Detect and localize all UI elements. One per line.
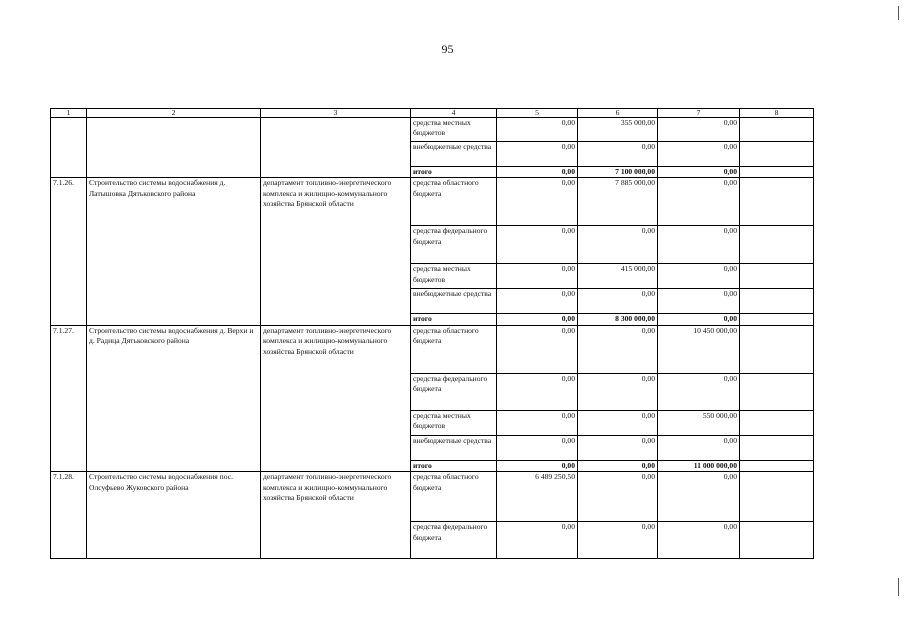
item-executor: департамент топливно-энергетического комплекса и жилищно-коммунального хозяйства Брянской области [261,472,411,559]
funding-source: средства областного бюджета [411,178,497,226]
value-col8 [740,289,814,314]
item-executor: департамент топливно-энергетического комплекса и жилищно-коммунального хозяйства Брянской области [261,178,411,325]
value-col8 [740,460,814,471]
value-col5: 0,00 [497,178,578,226]
value-col7: 11 000 000,00 [658,460,740,471]
header-cell: 8 [740,109,814,118]
value-col7: 0,00 [658,178,740,226]
funding-source: средства местных бюджетов [411,118,497,142]
funding-source: внебюджетные средства [411,435,497,460]
value-col8 [740,314,814,325]
value-col7: 550 000,00 [658,410,740,435]
item-code: 7.1.26. [51,178,87,325]
value-col8 [740,522,814,559]
header-cell: 1 [51,109,87,118]
value-col8 [740,410,814,435]
value-col6: 0,00 [578,325,658,373]
value-col5: 0,00 [497,289,578,314]
value-col6: 0,00 [578,472,658,522]
value-col7: 0,00 [658,264,740,289]
code-cell [51,118,87,178]
value-col7: 0,00 [658,118,740,142]
value-col7: 0,00 [658,314,740,325]
item-executor: департамент топливно-энергетического комплекса и жилищно-коммунального хозяйства Брянской области [261,325,411,471]
item-code: 7.1.27. [51,325,87,471]
value-col5: 0,00 [497,226,578,264]
value-col6: 0,00 [578,410,658,435]
value-col5: 0,00 [497,410,578,435]
item-name: Строительство системы водоснабжения д. Латышовка Дятьковского района [87,178,261,325]
value-col5: 0,00 [497,373,578,410]
header-cell: 3 [261,109,411,118]
value-col5: 0,00 [497,118,578,142]
header-cell: 6 [578,109,658,118]
value-col6: 0,00 [578,226,658,264]
value-col7: 0,00 [658,167,740,178]
funding-source: средства федерального бюджета [411,226,497,264]
value-col8 [740,118,814,142]
funding-source: внебюджетные средства [411,142,497,167]
executor-cell [261,118,411,178]
value-col7: 0,00 [658,373,740,410]
value-col8 [740,226,814,264]
total-label: итого [411,460,497,471]
value-col7: 0,00 [658,522,740,559]
value-col8 [740,264,814,289]
value-col8 [740,178,814,226]
value-col7: 0,00 [658,142,740,167]
scan-edge-mark [898,578,899,596]
header-cell: 4 [411,109,497,118]
value-col5: 0,00 [497,264,578,289]
table-row [51,325,814,373]
value-col6: 8 300 000,00 [578,314,658,325]
value-col6: 0,00 [578,435,658,460]
value-col5: 0,00 [497,325,578,373]
funding-source: средства федерального бюджета [411,522,497,559]
funding-source: средства областного бюджета [411,472,497,522]
budget-table [50,108,814,559]
value-col8 [740,167,814,178]
value-col6: 415 000,00 [578,264,658,289]
total-label: итого [411,167,497,178]
item-name: Строительство системы водоснабжения д. Верхи и д. Радица Дятьковского района [87,325,261,471]
value-col6: 0,00 [578,522,658,559]
table-header-row [51,109,814,118]
header-cell: 7 [658,109,740,118]
value-col7: 0,00 [658,472,740,522]
value-col8 [740,142,814,167]
value-col6: 355 000,00 [578,118,658,142]
value-col5: 0,00 [497,142,578,167]
value-col7: 0,00 [658,435,740,460]
header-cell: 5 [497,109,578,118]
value-col5: 0,00 [497,460,578,471]
value-col7: 0,00 [658,226,740,264]
value-col7: 0,00 [658,289,740,314]
value-col5: 0,00 [497,435,578,460]
scan-edge-mark [898,6,899,20]
value-col8 [740,472,814,522]
total-label: итого [411,314,497,325]
page-number: 95 [441,42,454,56]
value-col8 [740,373,814,410]
value-col6: 0,00 [578,289,658,314]
value-col5: 0,00 [497,314,578,325]
value-col8 [740,325,814,373]
funding-source: средства местных бюджетов [411,264,497,289]
item-name: Строительство системы водоснабжения пос. Олсуфьево Жуковского района [87,472,261,559]
value-col6: 0,00 [578,142,658,167]
value-col5: 0,00 [497,167,578,178]
value-col6: 7 100 000,00 [578,167,658,178]
header-cell: 2 [87,109,261,118]
table-row [51,118,814,142]
table-row [51,178,814,226]
value-col6: 0,00 [578,460,658,471]
value-col6: 0,00 [578,373,658,410]
item-code: 7.1.28. [51,472,87,559]
value-col8 [740,435,814,460]
value-col6: 7 885 000,00 [578,178,658,226]
funding-source: внебюджетные средства [411,289,497,314]
value-col5: 6 489 250,50 [497,472,578,522]
name-cell [87,118,261,178]
funding-source: средства местных бюджетов [411,410,497,435]
table-row [51,472,814,522]
funding-source: средства областного бюджета [411,325,497,373]
value-col5: 0,00 [497,522,578,559]
funding-source: средства федерального бюджета [411,373,497,410]
value-col7: 10 450 000,00 [658,325,740,373]
